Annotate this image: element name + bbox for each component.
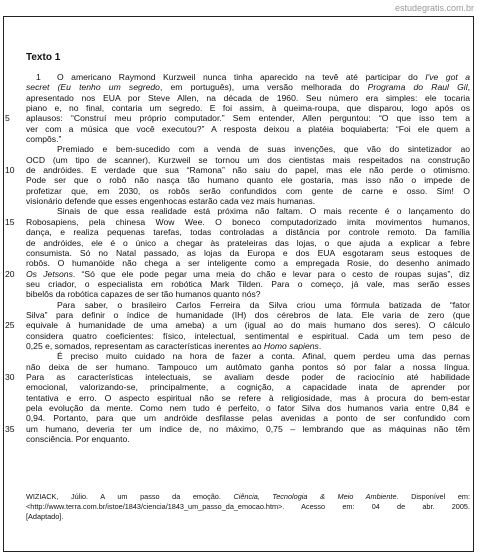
line-text: É preciso muito cuidado na hora de fazer a conta. Afinal, quem perdeu uma das pernas [57,351,470,362]
line-text: emocional, valorizando-se, principalmente, a cognição, a capacidade inata de aprender por [26,382,470,393]
text-line [5,216,470,227]
reference-line: <http://www.terra.com.br/istoe/1843/ciencia/1843_um_passo_da_emocao.htm>. Acesso em: 04 de abr. 2005. [26,502,470,511]
line-text: consciência. Por enquanto. [26,434,130,445]
text-line [26,341,470,351]
text-line [5,371,470,382]
line-text: robôs. O humanóide não chega a ser inteligente como a empregada Rosie, do desenho animado [26,258,470,269]
italic-phrase: Os Jetsons [26,268,73,279]
text-line [5,423,470,434]
line-text: equivale à humanidade de uma ameba) a um (igual ao do mais humano dos seres). O cálculo [26,320,470,331]
line-text: Robosapiens, pela chinesa Wow Wee. O boneco computadorizado imita movimentos humanos, [26,216,470,227]
text-line [26,279,470,289]
line-text: Pode ser que o robô não nasça tão humano quanto ele gostaria, mas isso não o impede de [26,175,470,186]
line-text: seu criador, o especialista em robótica Mark Tilden. Para o começo, já vale, mas serão esses [26,278,470,289]
text-line [26,186,470,196]
line-text: visionário defende que esses engenhocas estarão cada vez mais humanas. [26,196,316,207]
italic-phrase: secret (Eu tenho um segredo [26,82,160,93]
text-line [26,196,470,206]
text-line [5,113,470,124]
line-text: O americano Raymond Kurzweil nunca tinha aparecido na tevê até participar do I've got a [57,72,470,82]
line-text: 0,94. Portanto, para que um andróide desfilasse pelas avenidas a ponto de ser confundido com [26,413,470,424]
line-number: 15 [5,216,15,227]
line-text: OCD (um tipo de scanner), Kurzweil se tornou um dos cientistas mais respeitados na construção [26,154,470,165]
text-title: Texto 1 [26,52,61,63]
line-number: 1 [36,72,41,82]
text-line [26,351,470,361]
text-line [26,238,470,248]
reference-line: WIZIACK, Júlio. A um passo da emoção. Ciência, Tecnologia & Meio Ambiente. Disponível em: [26,492,470,501]
line-text: de andróides, ele é o único a chegar às prateleiras das lojas, o que ajuda a explicar a febre [26,237,470,248]
text-line [26,310,470,320]
line-text: ver com a música que você executou?” A resposta deixou a platéia boquiaberta: “Foi ele quem a [26,123,470,134]
line-text: 0,25 e, somados, representam as características inerentes ao Homo sapiens. [26,340,322,351]
line-text: de andróides. E verdade que sua “Ramona” não saiu do papel, mas ele não perde o otimismo. [26,165,470,176]
text-line [26,403,470,413]
reference-block [26,492,470,522]
line-text: compôs.” [26,134,62,145]
text-line [26,258,470,268]
italic-phrase: I've got a [425,72,470,82]
line-text: dança, e realiza pequenas tarefas, todas controladas a distância por controle remoto. Da família [26,227,470,238]
line-number: 5 [5,113,10,124]
line-text: profetizar que, em 2030, os robôs serão confundidos com gente de carne e osso. Sim! O [26,185,470,196]
line-text: tentativa e erro. O aspecto espiritual não se refere à religiosidade, mas à procura do bem-estar [26,392,470,403]
text-line [26,382,470,392]
line-text: Sinais de que essa realidade está próxima não faltam. O mais recente é o lançamento do [57,206,470,217]
text-line [26,155,470,165]
text-line [26,206,470,216]
line-text: aplausos: “Construí meu próprio computador.” Sem entender, Allen perguntou: “O que isso tem a [26,113,470,124]
source-title: Ciência, Tecnologia & Meio Ambiente [233,492,397,501]
line-text: não deixa de ser humano. Tampouco um autômato ganha pontos só por falar a nossa língua. [26,361,470,372]
text-line [26,103,470,113]
line-text: considera quatro coeficientes: físico, intelectual, sentimental e espiritual. Cada um tem peso de [26,330,470,341]
text-line [26,93,470,103]
text-line [26,248,470,258]
line-number: 20 [5,268,15,279]
line-text: apresentado nos EUA por Steve Allen, na década de 1960. Seu número era simples: ele tocaria [26,92,470,103]
site-watermark: estudegratis.com.br [394,3,474,13]
italic-phrase: Programa do Raul Gil [367,82,468,93]
text-line [26,289,470,299]
text-body [5,72,470,445]
line-number: 30 [5,371,15,382]
text-line [26,331,470,341]
text-line [26,300,470,310]
text-line [26,134,470,144]
line-number: 25 [5,320,15,331]
line-text: um humano, deveria ter um índice de, no máximo, 0,75 – lembrando que as máquinas não têm [26,423,470,434]
text-line [26,393,470,403]
text-line [26,124,470,134]
line-text: Os Jetsons. “Só que ele pode pegar uma meia do chão e levar para o cesto de roupas sujas”, diz [26,268,470,279]
line-number: 35 [5,423,15,434]
line-text: bibelôs da robótica capazes de ser tão humanos quanto nós? [26,289,261,300]
line-number: 10 [5,165,15,176]
text-line [26,434,470,444]
text-line [5,320,470,331]
text-line [26,175,470,185]
text-line [26,413,470,423]
line-text: Premiado e bem-sucedido com a venda de suas invenções, que vão do sintetizador ao [57,144,470,155]
text-line [26,227,470,237]
line-text: piano e, no final, contaria um segredo. E foi assim, à queima-roupa, que disparou, logo após os [26,103,470,114]
text-line [26,72,470,82]
line-text: Silva” para definir o índice de humanidade (IH) dos cérebros de lata. Ele varia de zero (que [26,309,470,320]
reference-line: [Adaptado]. [26,512,64,521]
text-line [26,144,470,154]
text-line [5,165,470,176]
text-line [26,362,470,372]
line-text: secret (Eu tenho um segredo, em português), uma versão melhorada do Programa do Raul Gil, [26,82,470,93]
text-line [26,82,470,92]
line-text: pela evolução da mente. Como nem tudo é perfeito, o fator Silva dos humanos varia entre 0,84 e [26,403,470,413]
text-line [5,268,470,279]
line-text: Para as características intelectuais, se avaliam desde poder de raciocínio até habilidade [26,371,470,382]
italic-phrase: Homo sapiens [263,340,319,351]
line-text: Para saber, o brasileiro Carlos Ferreira da Silva criou uma fórmula batizada de “fator [57,299,470,310]
line-text: consumista. Só no Natal passado, as lojas da Europa e dos EUA esgotaram seus estoques de [26,247,470,258]
